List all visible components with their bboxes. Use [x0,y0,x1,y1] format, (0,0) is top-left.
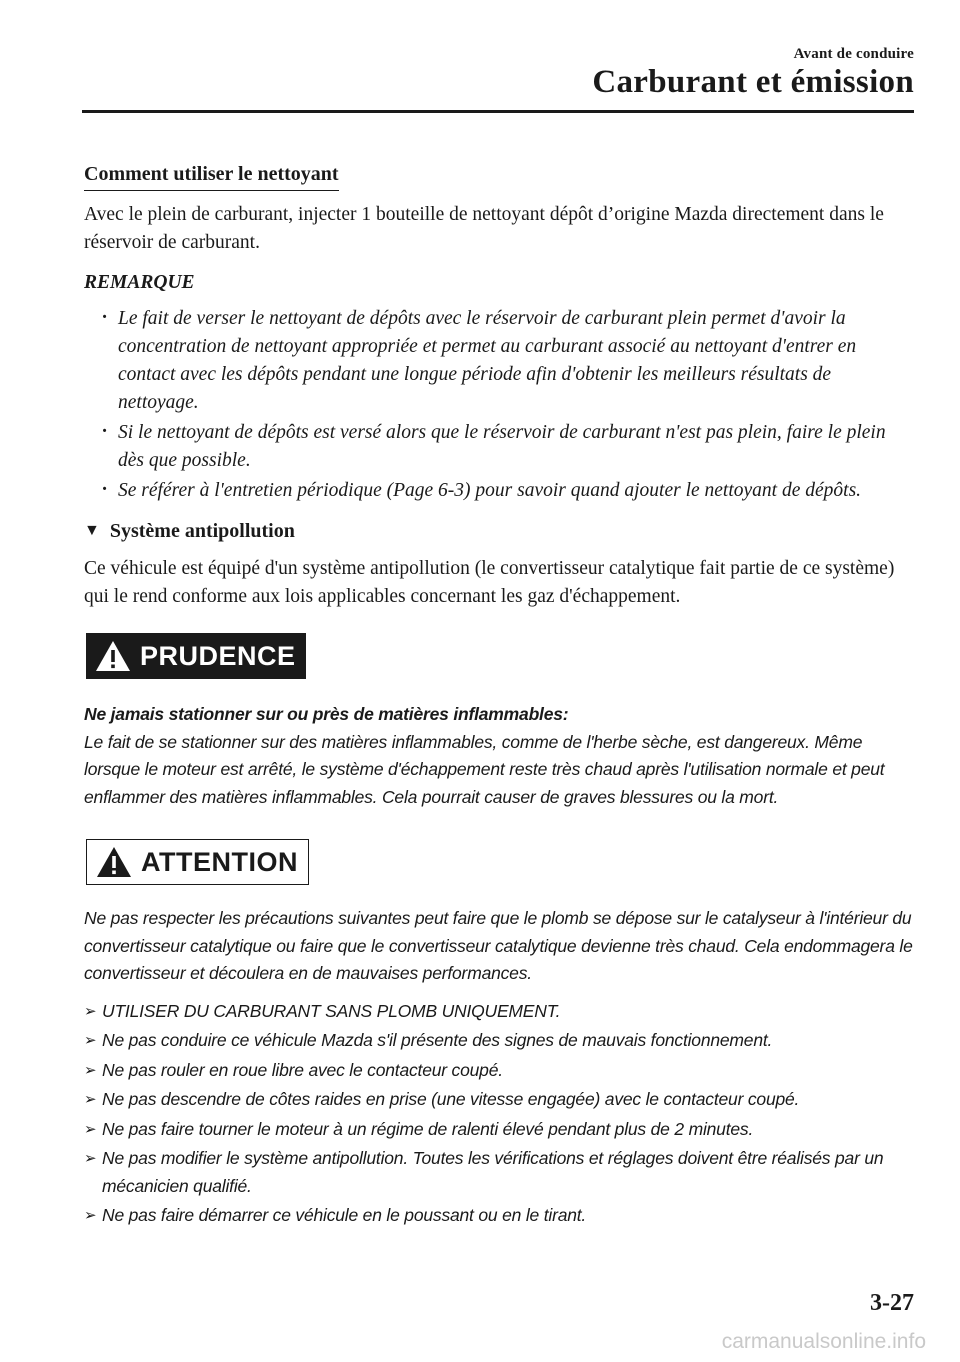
prudence-label: PRUDENCE [140,641,296,671]
attention-item [84,1086,914,1114]
attention-list [84,998,914,1230]
arrow-right-icon: ➢ [84,1120,97,1138]
page-content [84,160,914,1232]
attention-item-text: Ne pas descendre de côtes raides en prise (une vitesse engagée) avec le contacteur coupé. [102,1089,800,1109]
prudence-text: Le fait de se stationner sur des matières inflammables, comme de l'herbe sèche, est dangereux. Même lorsque le moteur est arrêté, le système d'échappement reste très chaud après l'utilisation normale et peut enflammer des matières inflammables. Cela pourrait causer de graves blessures ou la mort. [84,731,885,807]
attention-item [84,998,914,1026]
arrow-right-icon: ➢ [84,1032,97,1049]
arrow-right-icon: ➢ [84,1061,97,1079]
attention-item-text: Ne pas faire démarrer ce véhicule en le poussant ou en le tirant. [102,1205,587,1225]
arrow-right-icon: ➢ [84,1150,97,1167]
prudence-badge [86,633,306,679]
arrow-right-icon: ➢ [84,1207,97,1224]
attention-item-text: Ne pas faire tourner le moteur à un régime de ralenti élevé pendant plus de 2 minutes. [102,1118,754,1139]
cleaner-paragraph: Avec le plein de carburant, injecter 1 bouteille de nettoyant dépôt d’origine Mazda directement dans le réservoir de carburant. [84,204,884,253]
watermark: carmanualsonline.info [721,1330,926,1353]
warning-triangle-icon [94,639,132,673]
arrow-right-icon: ➢ [84,1091,97,1108]
attention-block [84,905,914,1230]
triangle-down-icon: ▼ [84,522,100,539]
page-number: 3-27 [870,1290,914,1316]
header-title: Carburant et émission [592,64,914,100]
header-section-label: Avant de conduire [793,46,914,62]
remark-list [84,305,914,505]
emission-section-title: Système antipollution [109,520,295,542]
attention-item-text: Ne pas conduire ce véhicule Mazda s'il présente des signes de mauvais fonctionnement. [102,1030,773,1050]
attention-badge [86,839,309,885]
attention-item-text: Ne pas rouler en roue libre avec le contacteur coupé. [102,1059,503,1080]
attention-item-text: Ne pas modifier le système antipollution. Toutes les vérifications et réglages doivent être réalisés par un mécanicien qualifié. [102,1148,884,1196]
attention-item [84,1116,914,1144]
emission-paragraph: Ce véhicule est équipé d'un système antipollution (le convertisseur catalytique fait partie de ce système) qui le rend conforme aux lois applicables concernant les gaz d'échappement. [84,558,895,607]
attention-item [84,1057,914,1085]
remark-label: REMARQUE [84,272,195,293]
prudence-heading: Ne jamais stationner sur ou près de matières inflammables: [84,704,569,724]
header-rule [82,110,914,113]
cleaner-subtitle: Comment utiliser le nettoyant [84,160,339,191]
remark-item: · Si le nettoyant de dépôts est versé alors que le réservoir de carburant n'est pas plein, faire le plein dès que possible. [102,419,914,475]
attention-label: ATTENTION [141,847,298,877]
emission-section-heading [84,517,914,545]
warning-triangle-icon [95,845,133,879]
attention-text: Ne pas respecter les précautions suivantes peut faire que le plomb se dépose sur le catalyseur à l'intérieur du convertisseur catalytique ou faire que le convertisseur catalytique devienne très chaud. Cela endommagera le convertisseur et découlera en de mauvaises performances. [84,908,913,983]
remark-item: · Se référer à l'entretien périodique (Page 6-3) pour savoir quand ajouter le nettoyant de dépôts. [102,477,914,505]
remark-item: · Le fait de verser le nettoyant de dépôts avec le réservoir de carburant plein permet d'avoir la concentration de nettoyant appropriée et permet au carburant associé au nettoyant d'entrer en contact avec les dépôts pendant une longue période afin d'obtenir les meilleurs résultats de nettoyage. [102,305,914,417]
attention-item-text: UTILISER DU CARBURANT SANS PLOMB UNIQUEMENT. [102,1000,561,1021]
arrow-right-icon: ➢ [84,1002,97,1020]
attention-item [84,1145,914,1200]
attention-item [84,1027,914,1055]
prudence-block [84,701,914,811]
attention-item [84,1202,914,1230]
